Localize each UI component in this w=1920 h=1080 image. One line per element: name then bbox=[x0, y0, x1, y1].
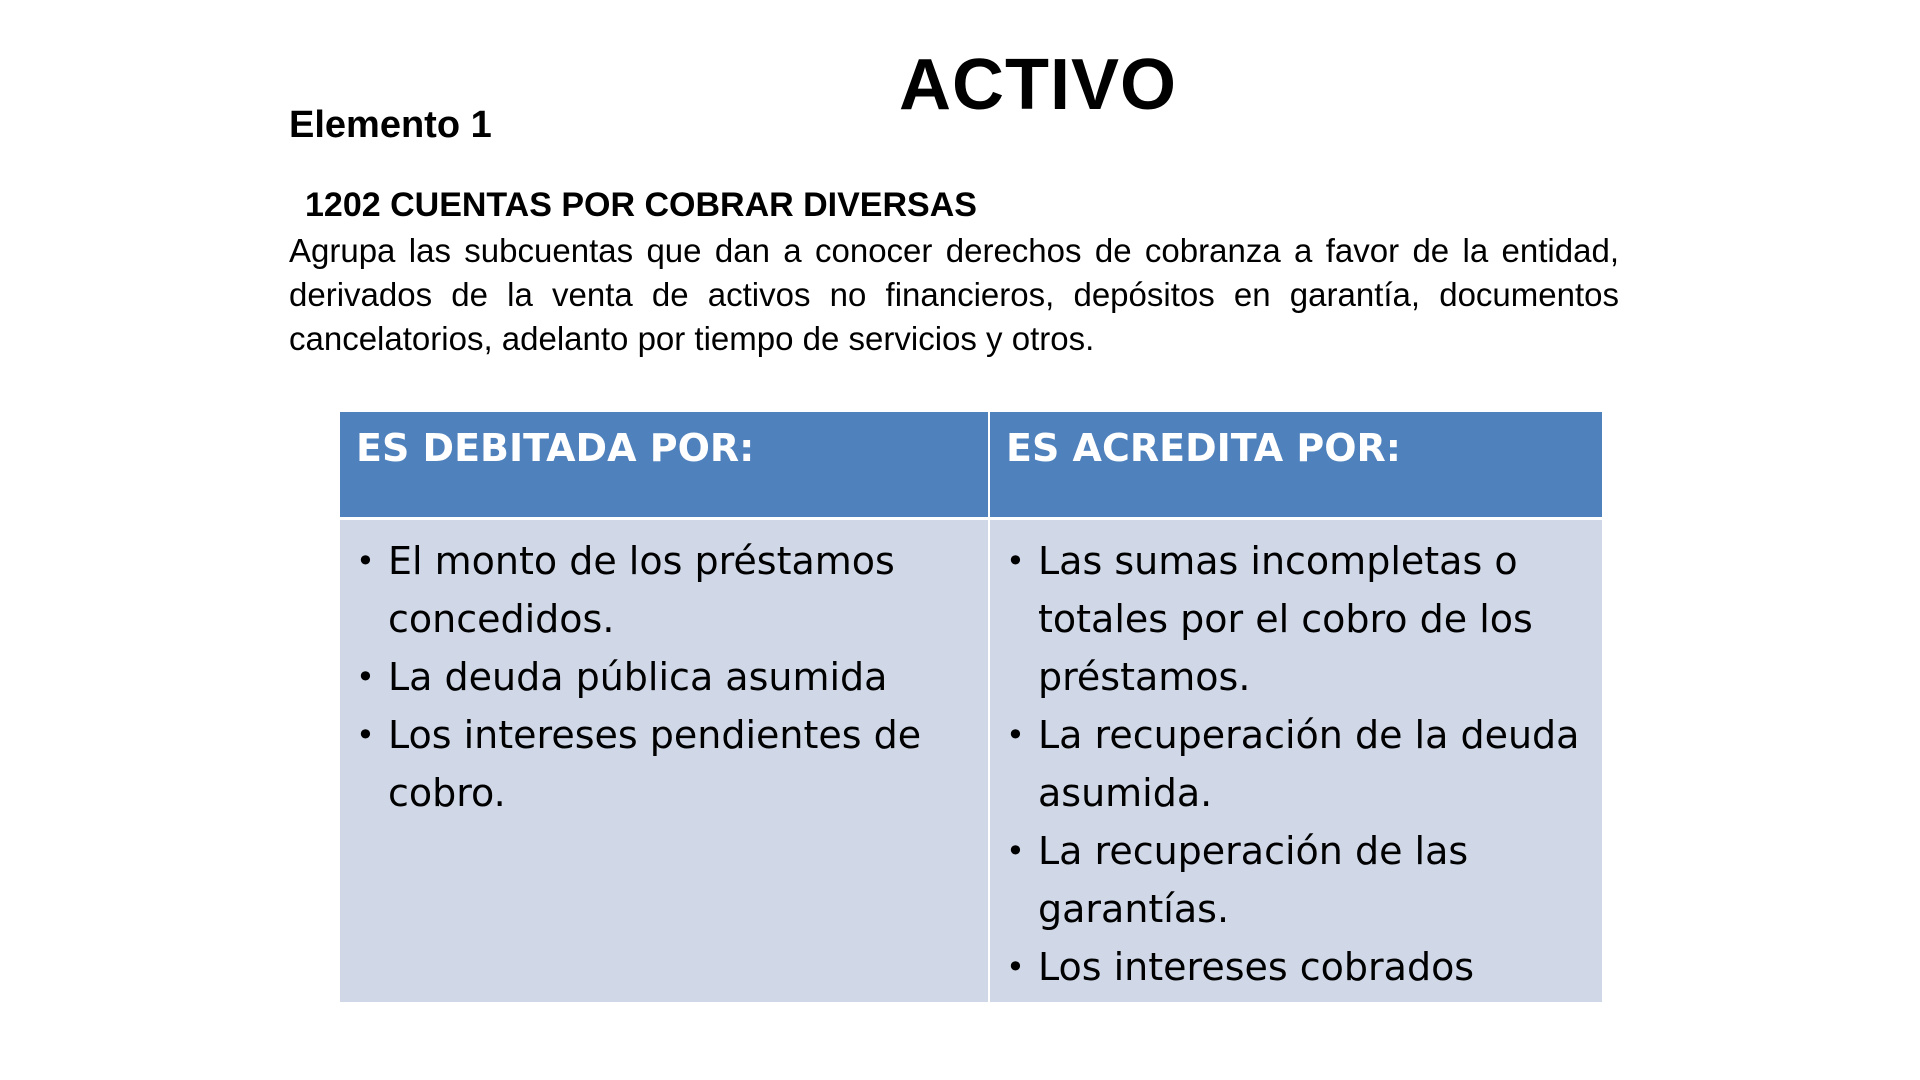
debit-list bbox=[356, 532, 972, 822]
bullet-icon: • bbox=[1006, 948, 1025, 986]
account-description: Agrupa las subcuentas que dan a conocer derechos de cobranza a favor de la entidad, derivados de la venta de activos no financieros, depósitos en garantía, documentos cancelatorios, adelanto por tiempo de servicios y otros. bbox=[289, 232, 1619, 357]
credit-item-text: La recuperación de la deuda asumida. bbox=[1038, 713, 1580, 815]
bullet-icon: • bbox=[356, 542, 375, 580]
account-heading: 1202 CUENTAS POR COBRAR DIVERSAS bbox=[305, 186, 977, 224]
list-item bbox=[1006, 532, 1586, 706]
credit-list bbox=[1006, 532, 1586, 996]
bullet-icon: • bbox=[1006, 542, 1025, 580]
debit-cell bbox=[340, 520, 990, 1002]
list-item bbox=[1006, 822, 1586, 938]
bullet-icon: • bbox=[356, 716, 375, 754]
header-debit: ES DEBITADA POR: bbox=[340, 412, 990, 520]
credit-item-text: Los intereses cobrados bbox=[1038, 945, 1475, 989]
list-item bbox=[356, 706, 972, 822]
slide-title: ACTIVO bbox=[898, 45, 1177, 125]
credit-item-text: Las sumas incompletas o totales por el cobro de los préstamos. bbox=[1038, 539, 1533, 699]
debit-item-text: El monto de los préstamos concedidos. bbox=[388, 539, 895, 641]
bullet-icon: • bbox=[1006, 716, 1025, 754]
list-item bbox=[1006, 938, 1586, 996]
credit-item-text: La recuperación de las garantías. bbox=[1038, 829, 1469, 931]
debit-credit-table bbox=[340, 412, 1602, 1002]
element-label: Elemento 1 bbox=[289, 104, 492, 146]
list-item bbox=[356, 648, 972, 706]
debit-item-text: La deuda pública asumida bbox=[388, 655, 888, 699]
list-item bbox=[356, 532, 972, 648]
bullet-icon: • bbox=[356, 658, 375, 696]
header-credit: ES ACREDITA POR: bbox=[990, 412, 1602, 520]
credit-cell bbox=[990, 520, 1602, 1002]
list-item bbox=[1006, 706, 1586, 822]
debit-item-text: Los intereses pendientes de cobro. bbox=[388, 713, 922, 815]
bullet-icon: • bbox=[1006, 832, 1025, 870]
